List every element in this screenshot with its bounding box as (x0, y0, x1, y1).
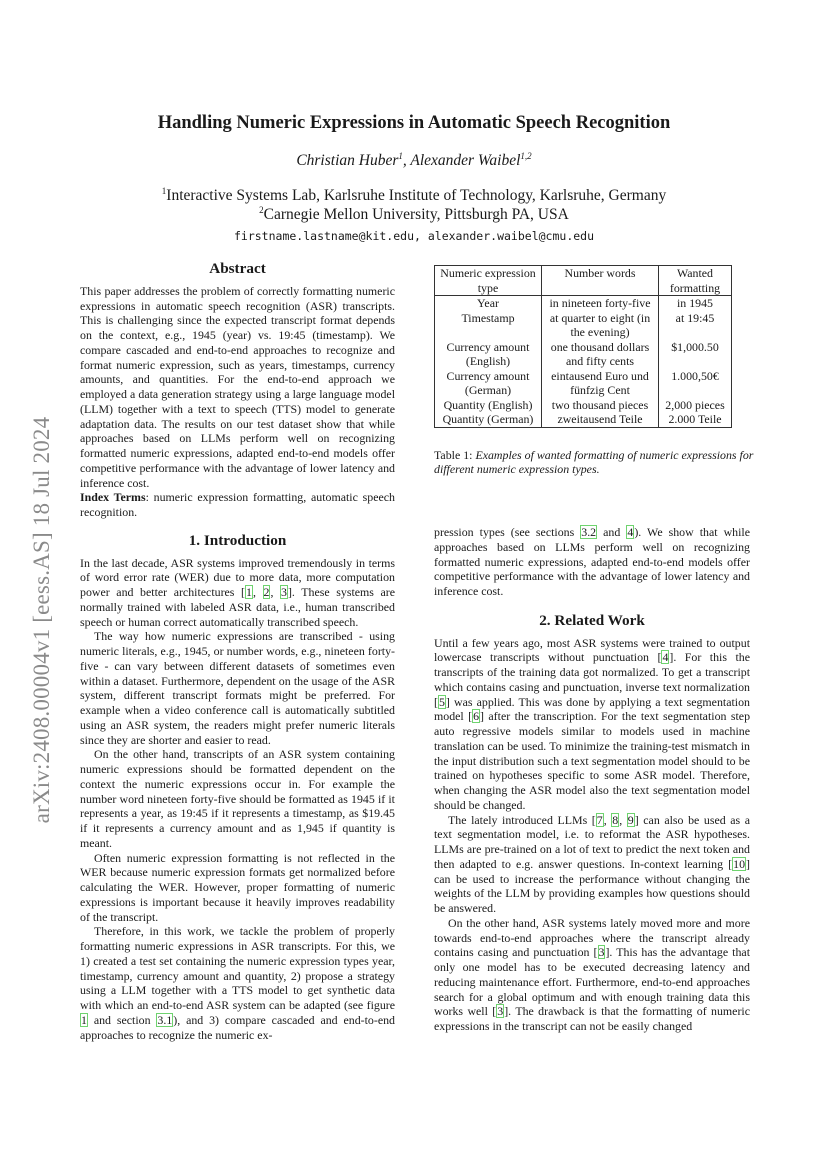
intro-paragraph-continued: pression types (see sections 3.2 and 4). We show that while approaches based on LLMs perform well on recognizing formatted numeric expressions, adapted end-to-end models offer competitive performance with the advantage of lower latency and inference cost. (434, 525, 751, 598)
table-row (435, 412, 732, 427)
table-cell: zweitausend Teile (542, 412, 659, 427)
table-cell: at quarter to eight (in the evening) (542, 311, 659, 340)
table-cell: 2.000 Teile (659, 412, 732, 427)
table-cell: Quantity (German) (435, 412, 542, 427)
author-affil-mark: 1,2 (520, 150, 532, 161)
table-1 (434, 265, 754, 477)
citation-link[interactable]: 3 (281, 585, 287, 599)
table-header-cell: Number words (542, 266, 659, 296)
author-list: Christian Huber$^1$, Alexander Waibel$^{1,2}$ (296, 150, 532, 169)
table-cell: eintausend Euro und fünfzig Cent (542, 369, 659, 398)
intro-paragraph: On the other hand, transcripts of an ASR system containing numeric expressions should be formatted dependent on the context the numeric expressions occur in. For example the number word nineteen forty-five should be formatted as 1945 if it represents a year, as 19:45 if it represents a timestamp, as $19.45 if it represents a currency amount and as 1,945 if quantity is meant. (80, 747, 395, 850)
citation-link[interactable]: 8 (612, 812, 619, 827)
affil-mark: 1 (161, 185, 167, 196)
index-terms-label: Index Terms (80, 490, 146, 505)
table-cell: 1.000,50€ (659, 369, 732, 398)
author-name: Alexander Waibel (410, 152, 521, 169)
author-name: Christian Huber (296, 152, 399, 169)
related-paragraph: The lately introduced LLMs [7, 8, 9] can also be used as a text segmentation model, i.e. to reformat the ASR hypotheses. LLMs are pre-trained on a lot of text to predict the next token and then adapted to e.g. answer questions. In-context learning [10] can be used to increase the performance without changing the weights of the LLM by providing examples how questions should be answered. (434, 812, 751, 915)
numeric-expression-table (434, 265, 732, 428)
table-caption (434, 448, 754, 478)
table-header-cell: Numeric expression type (435, 266, 542, 296)
index-terms (80, 490, 395, 520)
citation-link[interactable]: 9 (627, 812, 634, 827)
affiliations (0, 186, 828, 224)
citation-link[interactable]: 10 (733, 856, 746, 871)
table-cell: two thousand pieces (542, 398, 659, 413)
table-row (435, 369, 732, 398)
affiliation-line (0, 205, 828, 224)
citation-link[interactable]: 2 (263, 585, 270, 599)
left-column (80, 262, 395, 1042)
citation-link[interactable]: 4 (662, 650, 669, 665)
table-cell: Quantity (English) (435, 398, 542, 413)
section-ref-link[interactable]: 4 (627, 525, 634, 539)
intro-paragraph: Therefore, in this work, we tackle the problem of properly formatting numeric expressions in ASR transcripts. For this, we 1) created a test set containing the numeric expression types year, timestamp, currency amount and quantity, 2) propose a strategy using a LLM together with a TTS model to get synthetic data with which an end-to-end ASR system can be adapted (see figure 1 and section 3.1), and 3) compare cascaded and end-to-end approaches to recognize the numeric ex- (80, 924, 395, 1042)
table-cell: at 19:45 (659, 311, 732, 340)
citation-link[interactable]: 5 (438, 694, 445, 709)
citation-link[interactable]: 3 (497, 1004, 504, 1019)
table-cell: in nineteen forty-five (542, 296, 659, 311)
affiliation-line (0, 186, 828, 205)
table-header-cell: Wanted formatting (659, 266, 732, 296)
table-row (435, 340, 732, 369)
affiliation-text: Interactive Systems Lab, Karlsruhe Institute of Technology, Karlsruhe, Germany (166, 187, 667, 204)
right-column (434, 525, 750, 1034)
table-cell: one thousand dollars and fifty cents (542, 340, 659, 369)
intro-paragraph: In the last decade, ASR systems improved tremendously in terms of word error rate (WER) due to more data, more computation power and better architectures [1, 2, 3]. These systems are normally trained with labeled ASR data, i.e., human transcribed speech or human correct automatically transcribed speech. (80, 555, 395, 629)
index-terms-text: : numeric expression formatting, automatic speech recognition. (80, 490, 395, 519)
table-caption-label: Table 1: (434, 447, 476, 462)
citation-link[interactable]: 7 (596, 812, 603, 827)
section-ref-link[interactable]: 3.2 (581, 525, 597, 539)
table-header-row (435, 266, 732, 296)
affil-mark: 2 (259, 204, 264, 215)
table-row (435, 398, 732, 413)
table-cell: in 1945 (659, 296, 732, 311)
abstract-text: This paper addresses the problem of correctly formatting numeric expressions in automatic speech recognition (ASR) transcripts. This is challenging since the expected transcript format depends on the context, e.g., 1945 (year) vs. 19:45 (timestamp). We compare cascaded and end-to-end approaches to recognize and format numeric expression, such as years, timestamps, currency amounts, and quantities. For the end-to-end approach we employed a data generation strategy using a large language model (LLM) together with a text to speech (TTS) model to generate adaptation data. The results on our test dataset show that while approaches based on LLMs perform well on recognizing formatted numeric expressions, adapted end-to-end models offer competitive performance with the advantage of lower latency and inference cost. (80, 283, 395, 490)
introduction-heading: 1. Introduction (188, 531, 287, 549)
table-cell: $1,000.50 (659, 340, 732, 369)
figure-ref-link[interactable]: 1 (81, 1012, 87, 1027)
table-row (435, 296, 732, 311)
related-paragraph: On the other hand, ASR systems lately moved more and more towards end-to-end approaches where the transcript already contains casing and punctuation [3]. This has the advantage that only one model has to be executed decreasing latency and reducing maintenance effort. Furthermore, end-to-end approaches search for a global optimum and with enough training data this works well [3]. The drawback is that the formatting of numeric expressions in the transcript can not be easily changed (434, 915, 750, 1033)
table-cell: 2,000 pieces (659, 398, 732, 413)
intro-paragraph: The way how numeric expressions are transcribed - using numeric literals, e.g., 1945, or number words, e.g., nineteen forty-five - can vary between different datasets of sometimes even within a dataset. Furthermore, dependent on the usage of the ASR system, different transcript formats might be preferred. For example when a video conference call is automatically subtitled using an ASR system, the readers might prefer numeric literals since they are shorter and easier to read. (80, 629, 395, 747)
citation-link[interactable]: 3 (598, 945, 605, 960)
author-emails: firstname.lastname@kit.edu, alexander.waibel@cmu.edu (233, 229, 595, 243)
related-work-heading: 2. Related Work (539, 611, 645, 629)
table-cell: Currency amount (German) (435, 369, 542, 398)
paper-title: Handling Numeric Expressions in Automatic Speech Recognition (157, 113, 671, 133)
affiliation-text: Carnegie Mellon University, Pittsburgh PA, USA (263, 206, 569, 223)
section-ref-link[interactable]: 3.1 (157, 1012, 173, 1027)
arxiv-side-stamp (17, 370, 67, 870)
table-cell: Year (435, 296, 542, 311)
intro-paragraph: Often numeric expression formatting is not reflected in the WER because numeric expression formats get normalized before calculating the WER. However, proper formatting of numeric expressions is important because it heavily improves readability of the transcript. (80, 850, 395, 924)
author-affil-mark: 1 (398, 150, 403, 161)
arxiv-identifier: arXiv:2408.00004v1 [eess.AS] 18 Jul 2024 (29, 416, 54, 824)
citation-link[interactable]: 1 (245, 585, 252, 599)
related-paragraph: Until a few years ago, most ASR systems were trained to output lowercase transcripts without punctuation [4]. For this the transcripts of the training data got normalized. To get a transcript which contains casing and punctuation, inverse text normalization [5] was applied. This was done by applying a text segmentation model [6] after the transcription. For the text segmentation step auto regressive models similar to models used in machine translation can be used. To minimize the training-test mismatch in the input distribution such a text segmentation model should to be trained on hypotheses specific to some ASR model. Therefore, when changing the ASR model also the text segmentation model should be changed. (434, 635, 751, 812)
table-row (435, 311, 732, 340)
abstract-heading: Abstract (209, 260, 266, 277)
table-cell: Timestamp (435, 311, 542, 340)
table-caption-text: Examples of wanted formatting of numeric expressions for different numeric expression types. (434, 447, 754, 477)
table-cell: Currency amount (English) (435, 340, 542, 369)
citation-link[interactable]: 6 (473, 709, 480, 724)
